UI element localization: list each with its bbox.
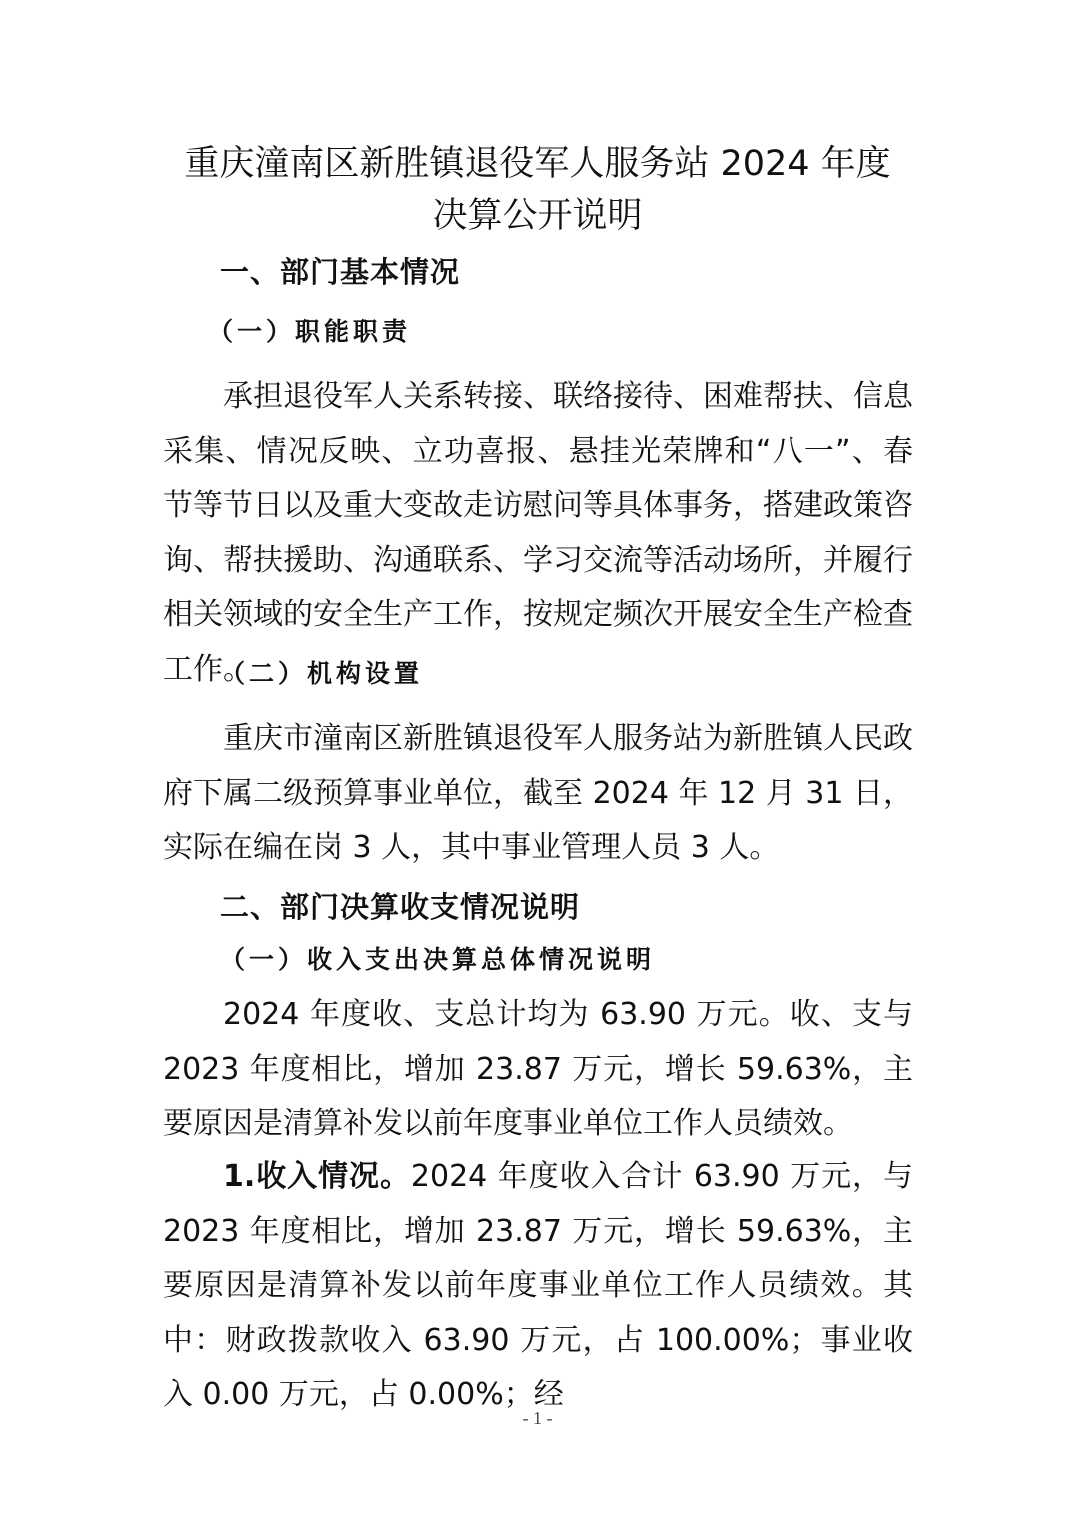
document-title-line-1: 重庆潼南区新胜镇退役军人服务站 2024 年度 [184,144,891,184]
section-1-heading: 一、部门基本情况 [220,255,461,289]
section-1-2-heading: （二）机构设置 [220,659,424,688]
section-1-2-body: 重庆市潼南区新胜镇退役军人服务站为新胜镇人民政府下属二级预算事业单位，截至 2024 年 12 月 31 日，实际在编在岗 3 人，其中事业管理人员 3 人。 [163,721,913,865]
section-1-1-body: 承担退役军人关系转接、联络接待、困难帮扶、信息采集、情况反映、立功喜报、悬挂光荣牌和“八一”、春节等节日以及重大变故走访慰问等具体事务，搭建政策咨询、帮扶援助、沟通联系、学习交流等活动场所，并履行相关领域的安全生产工作，按规定频次开展安全生产检查工作。 [163,379,913,687]
income-body: 2024 年度收入合计 63.90 万元，与 2023 年度相比，增加 23.87 万元，增长 59.63%，主要原因是清算补发以前年度事业单位工作人员绩效。其中：财政拨款收入 63.90 万元，占 100.00%；事业收入 0.00 万元，占 0.00%；经 [163,1159,913,1412]
document-title-line-2: 决算公开说明 [432,196,643,236]
income-paragraph [163,1150,913,1423]
section-1-1-heading: （一）职能职责 [208,317,412,346]
section-2-1-heading: （一）收入支出决算总体情况说明 [220,945,656,974]
section-2-1-body: 2024 年度收、支总计均为 63.90 万元。收、支与 2023 年度相比，增加 23.87 万元，增长 59.63%，主要原因是清算补发以前年度事业单位工作人员绩效。 [163,997,913,1141]
page-number: - 1 - [522,1408,553,1428]
section-2-heading: 二、部门决算收支情况说明 [220,890,581,924]
income-lead: 1.收入情况。 [223,1159,411,1194]
